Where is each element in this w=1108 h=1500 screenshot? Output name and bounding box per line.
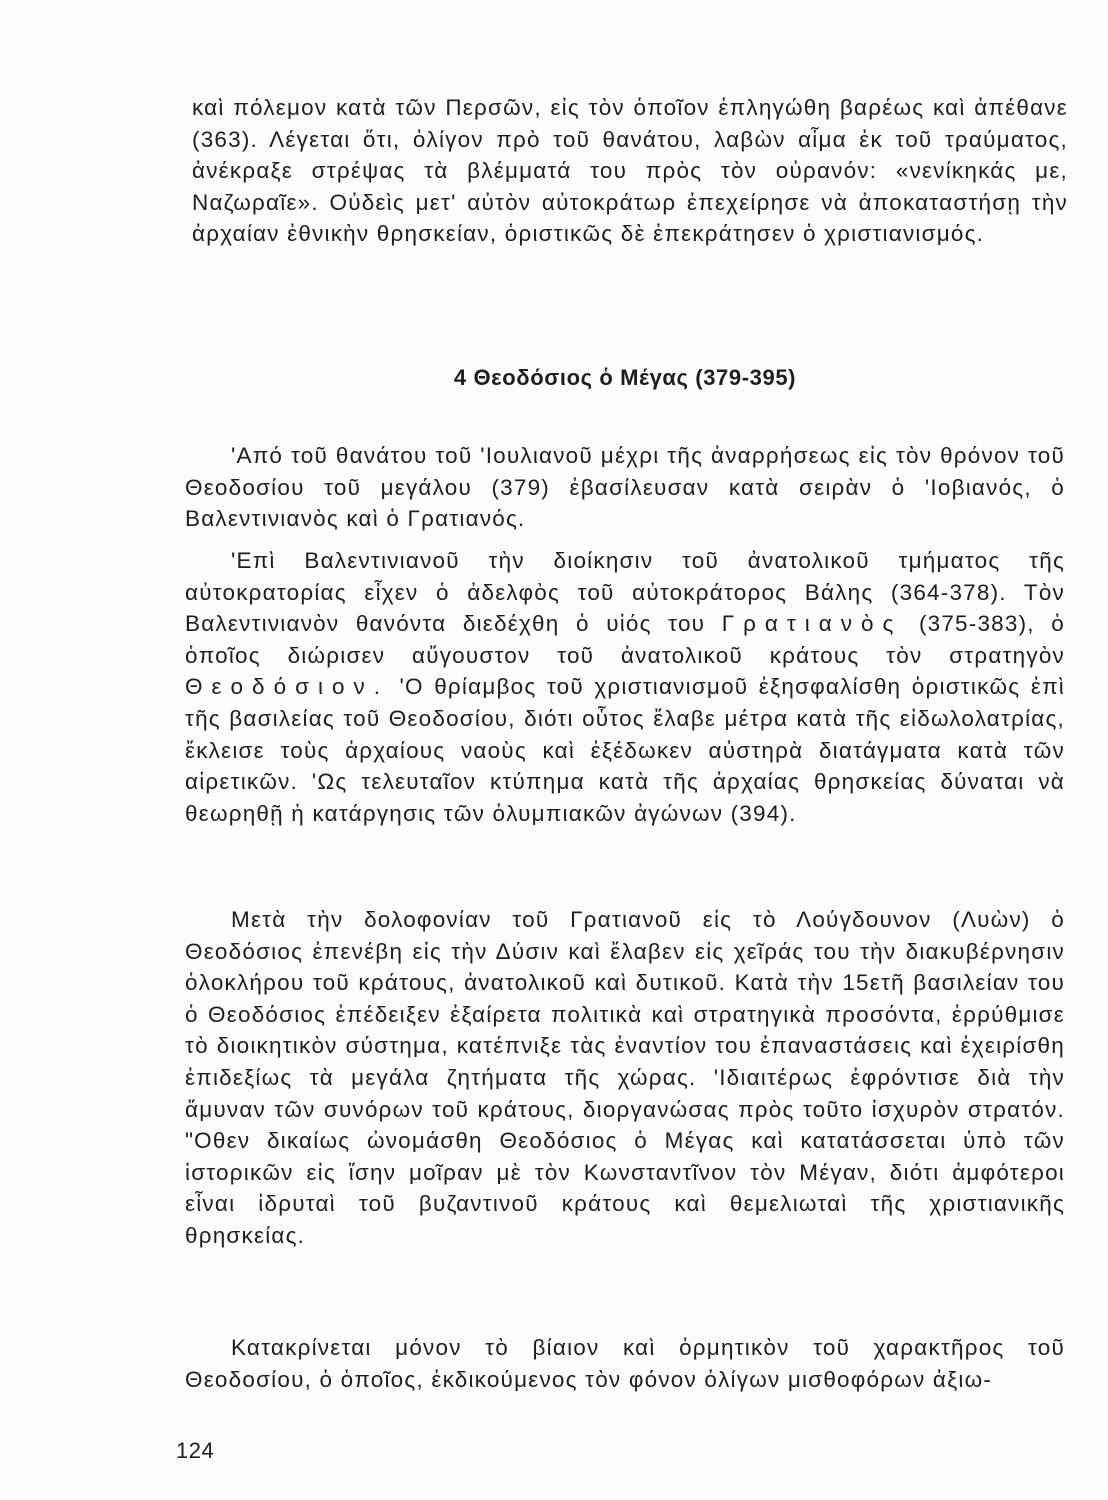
paragraph-3-text: Μετὰ τὴν δολοφονίαν τοῦ Γρατιανοῦ εἰς τὸ Λούγδουνον (Λυὼν) ὁ Θεοδόσιος ἐπενέβη εἰς τὴν Δύσιν καὶ ἔλαβεν εἰς χεῖράς του τὴν διακυβέρνησιν ὁλοκλήρου τοῦ κράτους, ἀνατολικοῦ καὶ δυτικοῦ. Κατὰ τὴν 15ετῆ βασιλείαν του ὁ Θεοδόσιος ἐπέδειξεν ἐξαίρετα πολιτικὰ καὶ στρατηγικὰ προσόντα, ἐρρύθμισε τὸ διοικητικὸν σύστημα, κατέπνιξε τὰς ἐναντίον του ἐπαναστάσεις καὶ ἐχειρίσθη ἐπιδεξίως τὰ μεγάλα ζητήματα τῆς χώρας. 'Ιδιαιτέρως ἐφρόντισε διὰ τὴν ἄμυναν τῶν συνόρων τοῦ κράτους, διοργανώσας πρὸς τοῦτο ἰσχυρὸν στρατόν. "Οθεν δικαίως ὠνομάσθη Θεοδόσιος ὁ Μέγας καὶ κατατάσσεται ὑπὸ τῶν ἱστορικῶν εἰς ἴσην μοῖραν μὲ τὸν Κωνσταντῖνον τὸν Μέγαν, διότι ἀμφότεροι εἶναι ἱδρυταὶ τοῦ βυζαντινοῦ κράτους καὶ θεμελιωταὶ τῆς χριστιανικῆς θρησκείας.: [185, 907, 1065, 1248]
intro-paragraph: [192, 92, 1068, 250]
paragraph-1: [185, 440, 1065, 535]
emphasized-name-theodosion: Θεοδόσιον.: [185, 674, 389, 700]
section-heading: 4 Θεοδόσιος ὁ Μέγας (379-395): [453, 365, 797, 390]
emphasized-name-gratianos: Γρατιανὸς: [721, 611, 903, 637]
paragraph-4-text: Κατακρίνεται μόνον τὸ βίαιον καὶ ὁρμητικὸν τοῦ χαρακτῆρος τοῦ Θεοδοσίου, ὁ ὁποῖος, ἐκδικούμενος τὸν φόνον ὀλίγων μισθοφόρων ἀξιω-: [185, 1335, 1065, 1392]
paragraph-3: [185, 904, 1065, 1252]
paragraph-2-part-b: (375-383), ὁ ὁποῖος διώρισεν αὔγουστον τοῦ ἀνατολικοῦ κράτους τὸν στρατηγὸν: [185, 611, 1065, 668]
paragraph-2-text: [185, 545, 1065, 829]
paragraph-1-text: 'Από τοῦ θανάτου τοῦ 'Ιουλιανοῦ μέχρι τῆς ἀναρρήσεως εἰς τὸν θρόνον τοῦ Θεοδοσίου τοῦ μεγάλου (379) ἐβασίλευσαν κατὰ σειρὰν ὁ 'Ιοβιανός, ὁ Βαλεντινιανὸς καὶ ὁ Γρατιανός.: [185, 443, 1065, 532]
paragraph-2-part-c: 'Ο θρίαμβος τοῦ χριστιανισμοῦ ἐξησφαλίσθη ὁριστικῶς ἐπὶ τῆς βασιλείας τοῦ Θεοδοσίου, διότι οὗτος ἔλαβε μέτρα κατὰ τῆς εἰδωλολατρίας, ἔκλεισε τοὺς ἀρχαίους ναοὺς καὶ ἐξέδωκεν αὐστηρὰ διατάγματα κατὰ τῶν αἱρετικῶν. 'Ως τελευταῖον κτύπημα κατὰ τῆς ἀρχαίας θρησκείας δύναται νὰ θεωρηθῇ ἡ κατάργησις τῶν ὀλυμπιακῶν ἀγώνων (394).: [185, 674, 1065, 826]
paragraph-2-part-a: 'Επὶ Βαλεντινιανοῦ τὴν διοίκησιν τοῦ ἀνατολικοῦ τμήματος τῆς αὐτοκρατορίας εἶχεν ὁ ἀδελφὸς τοῦ αὐτοκράτορος Βάλης (364-378). Τὸν Βαλεντινιανὸν θανόντα διεδέχθη ὁ υἱός του: [185, 548, 1065, 637]
paragraph-4: [185, 1332, 1065, 1395]
paragraph-2: [185, 545, 1065, 829]
intro-text: καὶ πόλεμον κατὰ τῶν Περσῶν, εἰς τὸν ὁποῖον ἐπληγώθη βαρέως καὶ ἀπέθανε (363). Λέγεται ὅτι, ὀλίγον πρὸ τοῦ θανάτου, λαβὼν αἷμα ἐκ τοῦ τραύματος, ἀνέκραξε στρέψας τὰ βλέμματά του πρὸς τὸν οὐρανόν: «νενίκηκάς με, Ναζωραῖε». Οὐδεὶς μετ' αὐτὸν αὐτοκράτωρ ἐπεχείρησε νὰ ἀποκαταστήσῃ τὴν ἀρχαίαν ἐθνικὴν θρησκείαν, ὁριστικῶς δὲ ἐπεκράτησεν ὁ χριστιανισμός.: [192, 95, 1068, 247]
page-number: 124: [176, 1438, 215, 1463]
